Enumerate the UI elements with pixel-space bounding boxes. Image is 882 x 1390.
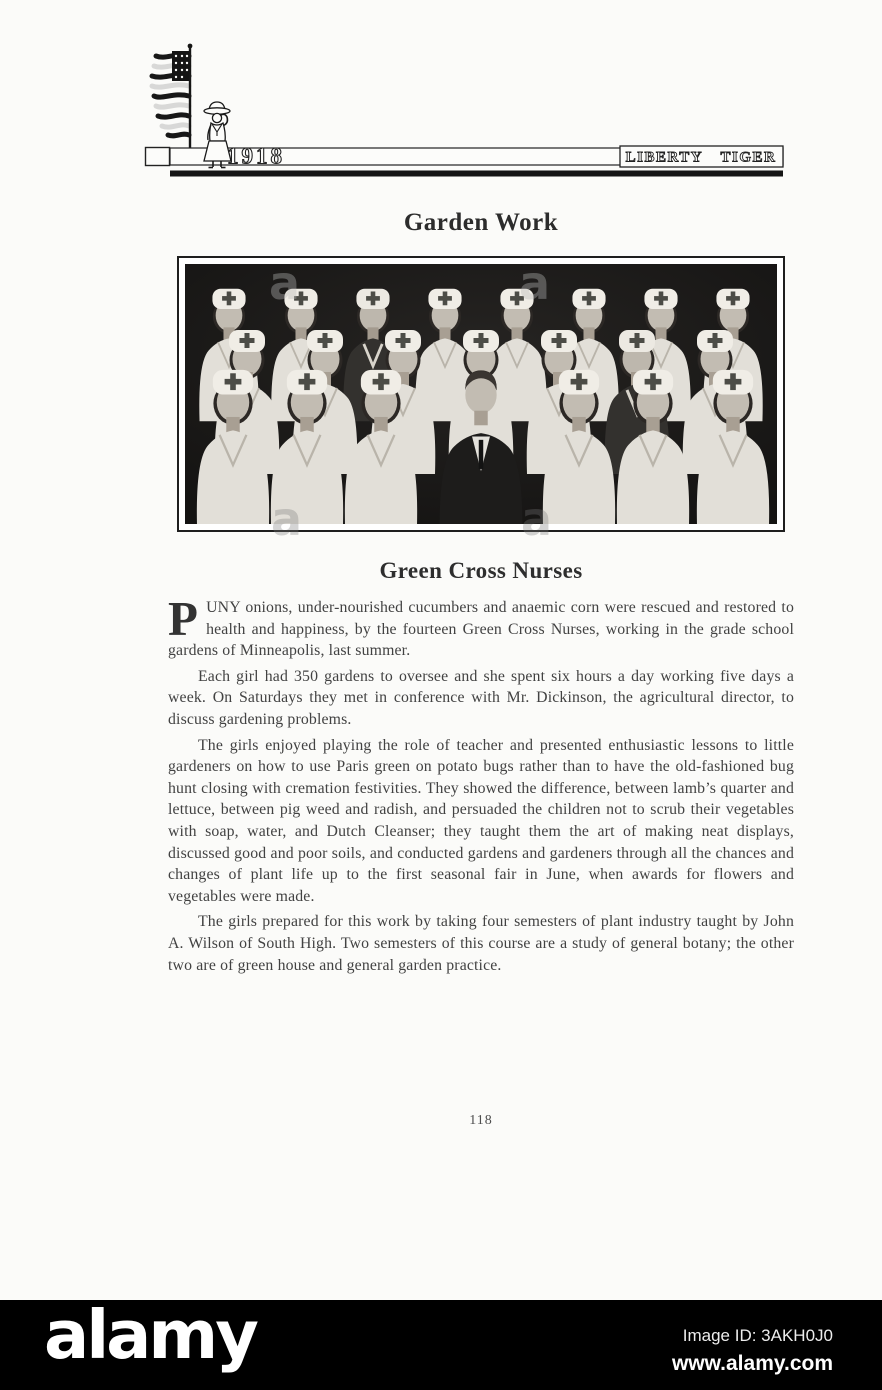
paragraph: Each girl had 350 gardens to oversee and she spent six hours a day working five days a week. On Saturdays they met in conference with Mr. Dickinson, the agricultural director, to discuss gardening problems. xyxy=(168,667,794,728)
article-body xyxy=(168,591,794,980)
paragraph-text: UNY onions, under-nourished cucumbers and anaemic corn were rescued and restored to health and happiness, by the fourteen Green Cross Nurses, working in the grade school gardens of Minneapolis, last summer. xyxy=(168,599,794,660)
year-label: 1918 xyxy=(227,143,285,169)
ghost-watermark: a xyxy=(521,492,553,546)
publication-label: LIBERTY TIGER xyxy=(625,149,777,166)
watermark-bar xyxy=(0,1296,882,1390)
article-heading: Green Cross Nurses xyxy=(379,558,583,583)
page-number: 118 xyxy=(469,1113,493,1128)
drop-cap: P xyxy=(168,591,199,646)
image-id-label: Image ID: 3AKH0J0 xyxy=(682,1326,833,1345)
group-photo xyxy=(185,264,777,524)
page-title: Garden Work xyxy=(403,209,559,236)
banner-rule xyxy=(170,171,783,177)
alamy-logo: alamy xyxy=(44,1296,256,1374)
paragraph: The girls prepared for this work by taking four semesters of plant industry taught by John A. Wilson of South High. Two semesters of this course are a study of general botany; the other two are of green house and general garden practice. xyxy=(168,913,794,974)
ghost-watermark: a xyxy=(269,256,301,310)
flag-icon xyxy=(152,44,192,150)
paragraph xyxy=(168,591,794,662)
ghost-watermark: a xyxy=(519,256,551,310)
header-illustration xyxy=(100,40,800,180)
watermark-meta xyxy=(672,1326,833,1376)
alamy-url: www.alamy.com xyxy=(671,1352,833,1375)
ghost-watermark: a xyxy=(271,492,303,546)
paragraph: The girls enjoyed playing the role of teacher and presented enthusiastic lessons to little gardeners on how to use Paris green on potato bugs rather than to have the old-fashioned bug hunt closing with cremation festivities. They showed the difference, between lamb’s quarter and lettuce, between pig weed and radish, and persuaded the children not to scrub their vegetables with soap, water, and Dutch Cleanser; they taught them the art of making neat displays, discussed good and poor soils, and conducted gardens and gardeners through all the chances and changes of plant life up to the first seasonal fair in June, when awards for flowers and vegetables were made. xyxy=(168,736,794,905)
group-photo-frame xyxy=(177,256,785,546)
